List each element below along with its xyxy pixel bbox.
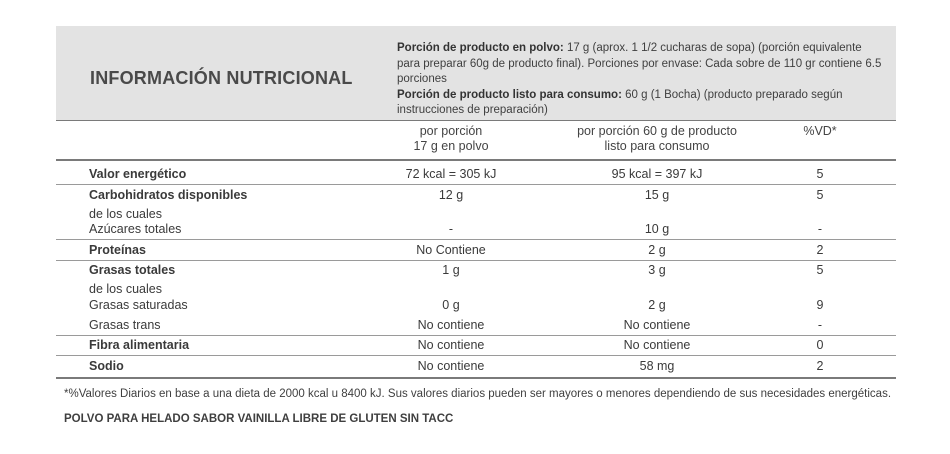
row-value-vd: 5 (816, 188, 824, 202)
table-row-azucares (56, 219, 896, 240)
row-label: Carbohidratos disponibles (89, 188, 248, 202)
row-value-powder: 12 g (438, 188, 464, 202)
row-value-vd: 2 (816, 359, 824, 373)
row-value-vd: 0 (816, 338, 824, 352)
row-value-powder: No contiene (417, 318, 485, 332)
row-value-powder: 72 kcal = 305 kJ (405, 167, 497, 181)
row-value-vd: - (817, 318, 823, 332)
row-label: Proteínas (89, 243, 146, 257)
row-label: Grasas saturadas (89, 298, 188, 312)
row-label: Valor energético (89, 167, 187, 181)
row-label: Sodio (89, 359, 124, 373)
row-value-vd: - (817, 222, 823, 236)
nutrition-header (56, 26, 896, 120)
table-row-grasas-totales (56, 260, 896, 280)
col-header-ready-line2: listo para consumo (604, 139, 710, 153)
row-value-ready: No contiene (623, 338, 691, 352)
carbo-subheading: de los cuales (89, 207, 162, 221)
powder-serving-text: 17 g (aprox. 1 1/2 cucharas de sopa) (porción equivalente para preparar 60g de producto final). Porciones por envase: Cada sobre de 110 gr contiene 6.5 porciones (397, 42, 882, 85)
table-row-grasas-trans (56, 315, 896, 336)
row-label: Azúcares totales (89, 222, 182, 236)
table-row-grasas-saturadas (56, 295, 896, 315)
col-header-ready (557, 124, 757, 154)
top-rule (56, 120, 896, 121)
row-value-ready: 10 g (644, 222, 670, 236)
row-value-powder: - (448, 222, 454, 236)
table-row-proteinas (56, 240, 896, 261)
table-row-carbohidratos (56, 185, 896, 205)
row-value-vd: 5 (816, 167, 824, 181)
row-value-vd: 5 (816, 263, 824, 277)
grasas-subheading: de los cuales (89, 282, 162, 296)
row-value-vd: 9 (816, 298, 824, 312)
table-row-fibra (56, 335, 896, 356)
row-value-ready: 3 g (648, 263, 666, 277)
table-row-sodio (56, 356, 896, 376)
nutrition-title: INFORMACIÓN NUTRICIONAL (90, 68, 353, 88)
product-name: POLVO PARA HELADO SABOR VAINILLA LIBRE DE GLUTEN SIN TACC (64, 413, 454, 425)
row-value-powder: 1 g (442, 263, 460, 277)
row-value-ready: 2 g (648, 298, 666, 312)
footnote: *%Valores Diarios en base a una dieta de 2000 kcal u 8400 kJ. Sus valores diarios pueden ser mayores o menores dependiendo de sus necesidades energéticas. (64, 388, 892, 400)
ready-serving-label: Porción de producto listo para consumo: (397, 88, 622, 101)
row-label: Fibra alimentaria (89, 338, 190, 352)
col-header-ready-line1: por porción 60 g de producto (577, 124, 737, 138)
bottom-rule (56, 377, 896, 379)
col-header-powder (351, 124, 551, 154)
row-value-powder: No Contiene (416, 243, 486, 257)
row-value-vd: 2 (816, 243, 824, 257)
row-value-ready: 15 g (644, 188, 670, 202)
header-rule (56, 159, 896, 161)
row-value-powder: 0 g (442, 298, 460, 312)
col-header-vd-label: %VD* (803, 124, 837, 138)
table-row-energia (56, 164, 896, 185)
col-header-powder-line2: 17 g en polvo (413, 139, 489, 153)
row-value-powder: No contiene (417, 359, 485, 373)
row-label: Grasas totales (89, 263, 176, 277)
powder-serving-label: Porción de producto en polvo: (397, 42, 564, 54)
col-header-powder-line1: por porción (419, 124, 483, 138)
row-value-ready: 58 mg (639, 359, 675, 373)
row-value-ready: 95 kcal = 397 kJ (611, 167, 703, 181)
col-header-vd (770, 124, 870, 139)
row-label: Grasas trans (89, 318, 161, 332)
row-value-ready: 2 g (648, 243, 666, 257)
row-value-ready: No contiene (623, 318, 691, 332)
serving-info (397, 41, 887, 119)
row-value-powder: No contiene (417, 338, 485, 352)
ready-serving-text: 60 g (1 Bocha) (producto preparado según instrucciones de preparación) (397, 88, 843, 116)
